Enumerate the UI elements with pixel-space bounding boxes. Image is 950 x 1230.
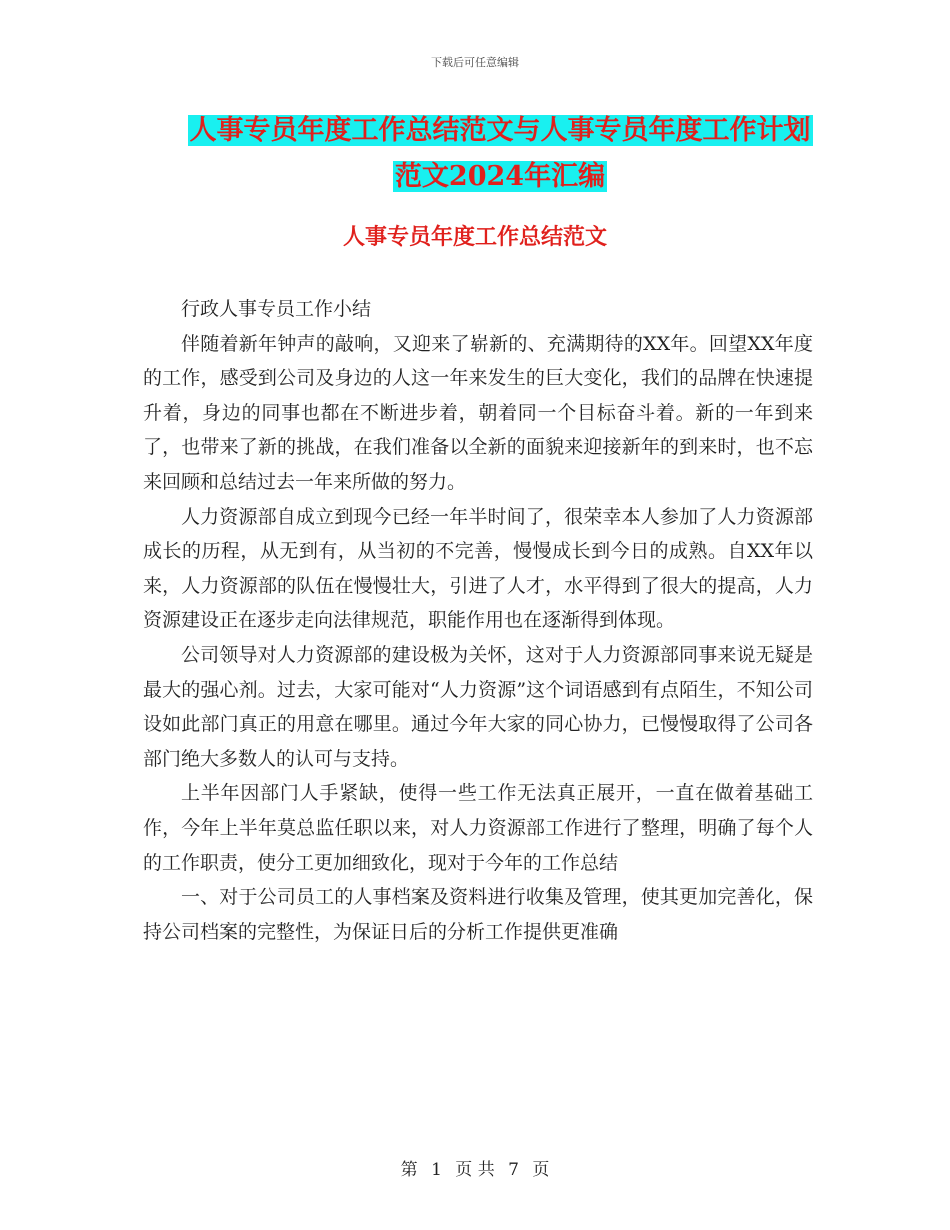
- page-number: 1: [431, 1160, 442, 1180]
- paragraph: 伴随着新年钟声的敲响，又迎来了崭新的、充满期待的XX年。回望XX年度的工作，感受到公司及身边的人这一年来发生的巨大变化，我们的品牌在快速提升着，身边的同事也都在不断进步着，朝着同一个目标奋斗着。新的一年到来了，也带来了新的挑战，在我们准备以全新的面貌来迎接新年的到来时，也不忘来回顾和总结过去一年来所做的努力。: [143, 332, 813, 493]
- document-body: [143, 292, 813, 949]
- page-total: 7: [508, 1160, 519, 1180]
- document-title-line2: 范文2024年汇编: [394, 161, 606, 192]
- page-footer: [0, 1155, 950, 1180]
- footer-middle: 页 共: [455, 1160, 495, 1180]
- header-note: 下载后可任意编辑: [431, 56, 519, 69]
- footer-suffix: 页: [532, 1160, 550, 1180]
- document-title-line1: 人事专员年度工作总结范文与人事专员年度工作计划: [189, 115, 811, 146]
- paragraph: 公司领导对人力资源部的建设极为关怀，这对于人力资源部同事来说无疑是最大的强心剂。过去，大家可能对“人力资源”这个词语感到有点陌生，不知公司设如此部门真正的用意在哪里。通过今年大家的同心协力，已慢慢取得了公司各部门绝大多数人的认可与支持。: [143, 643, 813, 770]
- paragraph: 行政人事专员工作小结: [181, 298, 372, 320]
- paragraph: 人力资源部自成立到现今已经一年半时间了，很荣幸本人参加了人力资源部成长的历程，从无到有，从当初的不完善，慢慢成长到今日的成熟。自XX年以来，人力资源部的队伍在慢慢壮大，引进了人才，水平得到了很大的提高，人力资源建设正在逐步走向法律规范，职能作用也在逐渐得到体现。: [143, 505, 813, 632]
- section-title: 人事专员年度工作总结范文: [342, 224, 607, 250]
- footer-prefix: 第: [400, 1160, 418, 1180]
- paragraph: 一、对于公司员工的人事档案及资料进行收集及管理，使其更加完善化，保持公司档案的完整性，为保证日后的分析工作提供更准确: [143, 886, 813, 943]
- paragraph: 上半年因部门人手紧缺，使得一些工作无法真正展开，一直在做着基础工作，今年上半年莫总监任职以来，对人力资源部工作进行了整理，明确了每个人的工作职责，使分工更加细致化，现对于今年的工作总结: [143, 782, 813, 874]
- document-title: [150, 108, 850, 200]
